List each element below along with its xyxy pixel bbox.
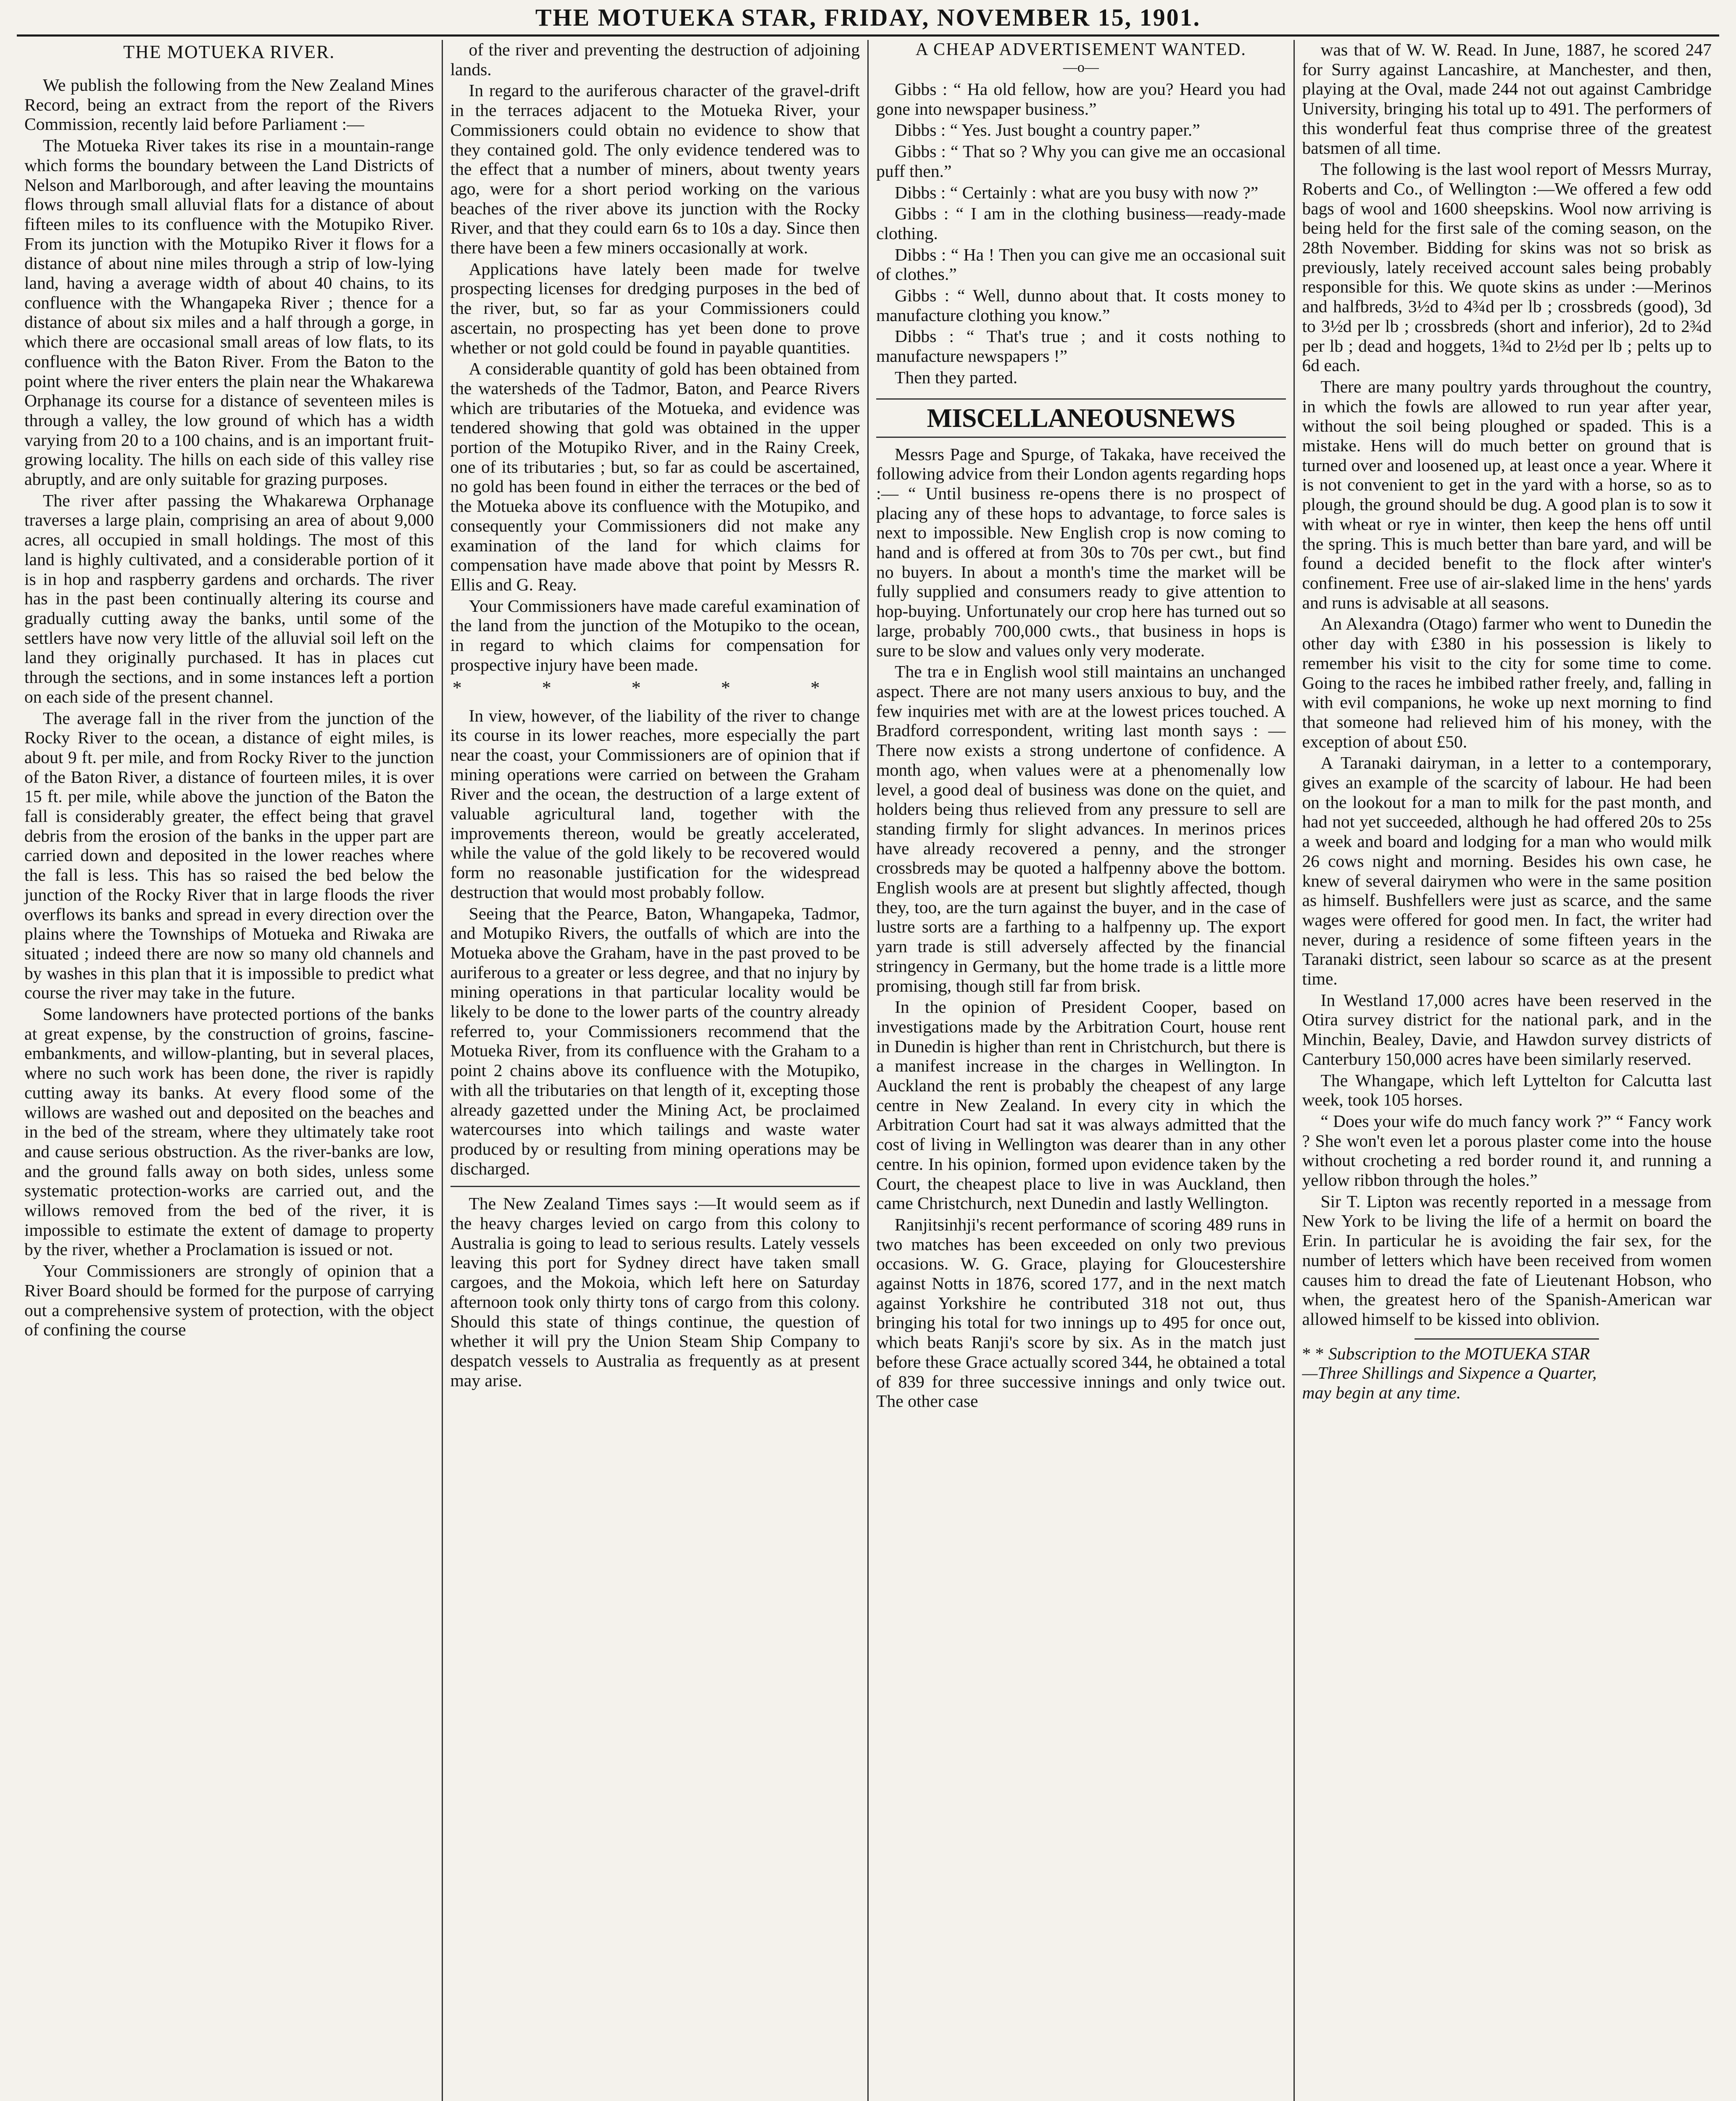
- column-3: [867, 40, 1293, 2101]
- news-paragraph: The following is the last wool report of Messrs Murray, Roberts and Co., of Wellington :—We offered a few odd bags of wool and 1600 sheepskins. Wool now arriving is being held for the first sale of the coming season, on the 28th November. Bidding for skins was not so brisk as previously, lately received account sales being probably responsible for this. We quote skins as under :—Merinos and halfbreds, 3½d to 4¾d per lb ; crossbreds (good), 3d to 3½d per lb ; crossbreds (short and inferior), 2d to 2¾d per lb ; dead and hoggets, 1¾d to 2½d per lb ; pelts up to 6d each.: [1302, 159, 1712, 375]
- dialogue-line: Dibbs : “ Yes. Just bought a country paper.”: [895, 120, 1200, 140]
- article-paragraph: The Motueka River takes its rise in a mountain-range which forms the boundary between the Land Districts of Nelson and Marlborough, and after leaving the mountains flows through small alluvial flats for a distance of about fifteen miles to its confluence with the Motupiko River. From its junction with the Motupiko River it flows for a distance of about nine miles through a strip of low-lying land, having a average width of about 40 chains, to its confluence with the Whangapeka River ; thence for a distance of about six miles and a half through a gorge, in which there are occasional small areas of low flats, to its confluence with the Baton River. From the Baton to the point where the river enters the plain near the Whakarewa Orphanage its course for a distance of seventeen miles is through a valley, the low ground of which has a width varying from 20 to a 100 chains, and is an important fruit-growing locality. The hills on each side of this valley rise abruptly, and are only suitable for grazing purposes.: [24, 136, 434, 489]
- news-paragraph: “ Does your wife do much fancy work ?” “ Fancy work ? She won't even let a porous plaster come into the house without crocheting a red border round it, and running a yellow ribbon through the holes.”: [1302, 1111, 1712, 1190]
- article-paragraph: In view, however, of the liability of the river to change its course in its lower reaches, more especially the part near the coast, your Commissioners are of opinion that if mining operations were carried on between the Graham River and the ocean, the destruction of a large extent of valuable agricultural land, together with the improvements thereon, would be greatly accelerated, while the value of the gold likely to be recovered would form no reasonable justification for the widespread destruction that would most probably follow.: [450, 706, 860, 902]
- dialogue-line: Dibbs : “ Certainly : what are you busy with now ?”: [895, 182, 1259, 202]
- subscription-notice: [1302, 1344, 1712, 1364]
- article-paragraph: The New Zealand Times says :—It would seem as if the heavy charges levied on cargo from this colony to Australia is going to lead to serious results. Lately vessels leaving this port for Sydney direct have taken small cargoes, and the Mokoia, which left here on Saturday afternoon took only thirty tons of cargo from this colony. Should this state of things continue, the question of whether it will pry the Union Steam Ship Company to despatch vessels to Australia as frequently as at present may arise.: [450, 1194, 860, 1390]
- article-paragraph: Seeing that the Pearce, Baton, Whangapeka, Tadmor, and Motupiko Rivers, the outfalls of which are into the Motueka above the Graham, have in the past proved to be auriferous to a greater or less degree, and that no injury by mining operations in that particular locality would be likely to be done to the lower parts of the country already referred to, your Commissioners recommend that the Motueka River, from its confluence with the Graham to a point 2 chains above its confluence with the Motupiko, with all the tributaries on that length of it, excepting those already gazetted under the Mining Act, be proclaimed watercourses into which tailings and waste water produced by or resulting from mining operations may be discharged.: [450, 903, 860, 1178]
- subscription-asterisks: * *: [1302, 1343, 1324, 1363]
- dialogue-line: Gibbs : “ Ha old fellow, how are you? Heard you had gone into newspaper business.”: [876, 79, 1286, 118]
- article-paragraph: A considerable quantity of gold has been obtained from the watersheds of the Tadmor, Baton, and Pearce Rivers which are tributaries of the Motueka, and evidence was tendered showing that gold was obtained in the upper portion of the Motupiko River, and in the Rainy Creek, one of its tributaries ; but, so far as could be ascertained, no gold has been found in either the terraces or the bed of the Motueka above its confluence with the Motupiko, and consequently your Commissioners did not make any examination of the land for which claims for compensation have made above that point by Messrs R. Ellis and G. Reay.: [450, 359, 860, 594]
- news-paragraph: There are many poultry yards throughout the country, in which the fowls are allowed to run year after year, without the soil being ploughed or spaded. This is a mistake. Hens will do much better on ground that is turned over and loosened up, at least once a year. Where it is not convenient to get in the yard with a horse, so as to plough, the ground should be dug. A good plan is to sow it with wheat or rye in winter, then keep the hens off until the spring. This is much better than bare yard, and will be found a decided benefit to the flock after winter's confinement. Free use of air-slaked lime in the hens' yards and runs is advisable at all seasons.: [1302, 376, 1712, 612]
- news-paragraph: In the opinion of President Cooper, based on investigations made by the Arbitration Court, house rent in Dunedin is higher than rent in Christchurch, but there is a manifest increase in the charges in Wellington. In Auckland the rent is probably the cheapest of any large centre in New Zealand. In every city in which the Arbitration Court had sat it was always admitted that the cost of living in Wellington was dearer than in any other centre. In his opinion, formed upon evidence taken by the Court, the cheapest place to live in was Auckland, then came Christchurch, next Dunedin and lastly Wellington.: [876, 997, 1286, 1213]
- miscellaneous-news-body: [876, 445, 1286, 1411]
- column-rule: [1415, 1338, 1599, 1340]
- dialogue-line: Dibbs : “ That's true ; and it costs nothing to manufacture newspapers !”: [876, 326, 1286, 366]
- article-paragraph: Your Commissioners have made careful examination of the land from the junction of the Motupiko to the ocean, in regard to which claims for compensation for prospective injury have been made.: [450, 596, 860, 674]
- miscellaneous-news-body-continued: [1302, 40, 1712, 1329]
- article-heading-motueka-river: THE MOTUEKA RIVER.: [123, 42, 335, 62]
- column-4: [1293, 40, 1720, 2101]
- dialogue-line: Gibbs : “ Well, dunno about that. It costs money to manufacture clothing you know.”: [876, 286, 1286, 325]
- dialogue-line: Gibbs : “ I am in the clothing business—ready-made clothing.: [876, 204, 1286, 243]
- section-heading-miscellaneous-news: MISCELLANEOUSNEWS: [876, 398, 1286, 438]
- news-paragraph: The tra e in English wool still maintains an unchanged aspect. There are not many users anxious to buy, and the few inquiries met with are at the lowest prices touched. A Bradford correspondent, writing last month says : —There now exists a strong undertone of confidence. A month ago, when values were at a phenomenally low level, a good deal of business was done on the quiet, and holders being thus relieved from any pressure to sell are standing firmly for slight advances. In merinos prices have already recovered a penny, and the stronger crossbreds may be quoted a halfpenny above the bottom. English wools are at present but slightly affected, though they, too, are the turn against the buyer, and in the case of lustre sorts are a farthing to a halfpenny up. The export yarn trade is still adversely affected by the financial stringency in Germany, but the home trade is a little more promising, though still far from brisk.: [876, 662, 1286, 995]
- subscription-line-2: —Three Shillings and Sixpence a Quarter,: [1302, 1363, 1597, 1383]
- column-2: [442, 40, 868, 2101]
- article-nz-times: [450, 1194, 860, 1390]
- article-paragraph: of the river and preventing the destruction of adjoining lands.: [450, 40, 860, 79]
- subscription-line-3: may begin at any time.: [1302, 1383, 1461, 1403]
- news-paragraph: Ranjitsinhji's recent performance of scoring 489 runs in two matches has been exceeded on only two previous occasions. W. G. Grace, playing for Gloucestershire against Notts in 1876, scored 177, and in the next match against Yorkshire he contributed 318 not out, thus bringing his total for two innings up to 495 for once out, which beats Ranji's score by six. As in the match just before these Grace actually scored 344, he obtained a total of 839 for three successive innings and only twice out. The other case: [876, 1214, 1286, 1411]
- subscription-line-1: Subscription to the MOTUEKA STAR: [1328, 1343, 1590, 1363]
- article-body-dialogue: [876, 79, 1286, 387]
- article-paragraph: Applications have lately been made for twelve prospecting licenses for dredging purposes in the bed of the river, but, so far as your Commissioners could ascertain, no prospecting has yet been done to prove whether or not gold could be found in payable quantities.: [450, 259, 860, 357]
- article-continued-body: [450, 40, 860, 675]
- article-paragraph: We publish the following from the New Zealand Mines Record, being an extract from the report of the Rivers Commission, recently laid before Parliament :—: [24, 75, 434, 134]
- columns: [17, 40, 1719, 2101]
- news-paragraph: The Whangape, which left Lyttelton for Calcutta last week, took 105 horses.: [1302, 1070, 1712, 1110]
- news-paragraph: Sir T. Lipton was recently reported in a message from New York to be living the life of a hermit on board the Erin. In particular he is avoiding the fair sex, for the number of letters which have been received from women causes him to dread the fate of Lieutenant Hobson, who when, the greatest hero of the Spanish-American war allowed himself to be kissed into oblivion.: [1302, 1191, 1712, 1329]
- news-paragraph: In Westland 17,000 acres have been reserved in the Otira survey district for the national park, and in the Minchin, Bealey, Davie, and Hawdon survey districts of Canterbury 150,000 acres have been similarly reserved.: [1302, 990, 1712, 1069]
- news-paragraph: Messrs Page and Spurge, of Takaka, have received the following advice from their London agents regarding hops :— “ Until business re-opens there is no prospect of placing any of these hops to advantage, to force sales is next to impossible. New English crop is now coming to hand and is offered at from 30s to 70s per cwt., but find no buyers. In about a month's time the market will be fully supplied and consumers ready to give attention to hop-buying. Unfortunately our crop here has turned out so large, probably 700,000 cwts., that business in hops is sure to be slow and values only very moderate.: [876, 444, 1286, 660]
- masthead: THE MOTUEKA STAR, FRIDAY, NOVEMBER 15, 1901.: [17, 0, 1719, 37]
- article-paragraph: In regard to the auriferous character of the gravel-drift in the terraces adjacent to the Motueka River, your Commissioners could obtain no evidence to show that they contained gold. The only evidence tendered was to the effect that a number of miners, about twenty years ago, were for a short period working on the various beaches of the river above its junction with the Rocky River, and that they could earn 6s to 10s a day. Since then there have been a few miners occasionally at work.: [450, 81, 860, 258]
- article-paragraph: The river after passing the Whakarewa Orphanage traverses a large plain, comprising an area of about 9,000 acres, all occupied in small holdings. The most of this land is highly cultivated, and a considerable portion of it is in hop and raspberry gardens and orchards. The river has in the past been continually altering its course and gradually cutting away the banks, until some of the settlers have now very little of the alluvial soil left on the land they originally purchased. It has in places cut through the sections, and in some instances left a portion on each side of the present channel.: [24, 490, 434, 706]
- heading-ornament: —o—: [1063, 60, 1099, 75]
- news-paragraph: was that of W. W. Read. In June, 1887, he scored 247 for Surry against Lancashire, at Manchester, and then, playing at the Oval, made 244 not out against Cambridge University, bringing his total up to 491. The performers of this wonderful feat thus comprise three of the greatest batsmen of all time.: [1302, 40, 1712, 158]
- article-heading-cheap-advertisement: A CHEAP ADVERTISEMENT WANTED.: [915, 40, 1246, 59]
- column-1: [17, 40, 442, 2101]
- section-stars: * * * * *: [452, 677, 858, 698]
- dialogue-line: Dibbs : “ Ha ! Then you can give me an occasional suit of clothes.”: [876, 245, 1286, 284]
- column-rule: [450, 1186, 860, 1187]
- dialogue-line: Then they parted.: [895, 367, 1018, 387]
- news-paragraph: An Alexandra (Otago) farmer who went to Dunedin the other day with £380 in his possession is likely to remember his visit to the city for some time to come. Going to the races he imbibed rather freely, and, falling in with evil companions, he woke up next morning to find that someone had relieved him of his money, with the exception of about £50.: [1302, 614, 1712, 751]
- article-paragraph: The average fall in the river from the junction of the Rocky River to the ocean, a distance of eight miles, is about 9 ft. per mile, and from Rocky River to the junction of the Baton River, a distance of fourteen miles, it is over 15 ft. per mile, while above the junction of the Baton the fall is considerably greater, the effect being that gravel debris from the erosion of the banks in the upper part are carried down and deposited in the lower reaches where the fall is less. This has so raised the bed below the junction of the Rocky River that in large floods the river overflows its banks and spread in every direction over the plains where the Townships of Motueka and Riwaka are situated ; indeed there are now so many old channels and by washes in this plan that it is impossible to predict what course the river may take in the future.: [24, 708, 434, 1003]
- dialogue-line: Gibbs : “ That so ? Why you can give me an occasional puff then.”: [876, 142, 1286, 181]
- article-body-motueka-river: [24, 75, 434, 1340]
- article-continued-body-2: [450, 706, 860, 1179]
- article-paragraph: Your Commissioners are strongly of opinion that a River Board should be formed for the purpose of carrying out a comprehensive system of protection, with the object of confining the course: [24, 1261, 434, 1340]
- article-paragraph: Some landowners have protected portions of the banks at great expense, by the construction of groins, fascine-embankments, and willow-planting, but in several places, where no such work has been done, the river is rapidly cutting away its banks. At every flood some of the willows are washed out and deposited on the beaches and in the bed of the stream, where they ultimately take root and cause serious obstruction. As the river-banks are low, and the ground falls away on both sides, unless some systematic protection-works are carried out, and the willows removed from the bed of the river, it is impossible to estimate the extent of damage to property by the river, whether a Proclamation is issued or not.: [24, 1004, 434, 1259]
- news-paragraph: A Taranaki dairyman, in a letter to a contemporary, gives an example of the scarcity of labour. He had been on the lookout for a man to milk for the past month, and had not yet succeeded, although he had offered 20s to 25s a week and board and lodging for a man who would milk 26 cows night and morning. Besides his own case, he knew of several dairymen who were in the same position as himself. Bushfellers were just as scarce, and the same wages were offered for good men. In fact, the writer had never, during a residence of some fifteen years in the Taranaki district, seen labour so scarce as at the present time.: [1302, 753, 1712, 989]
